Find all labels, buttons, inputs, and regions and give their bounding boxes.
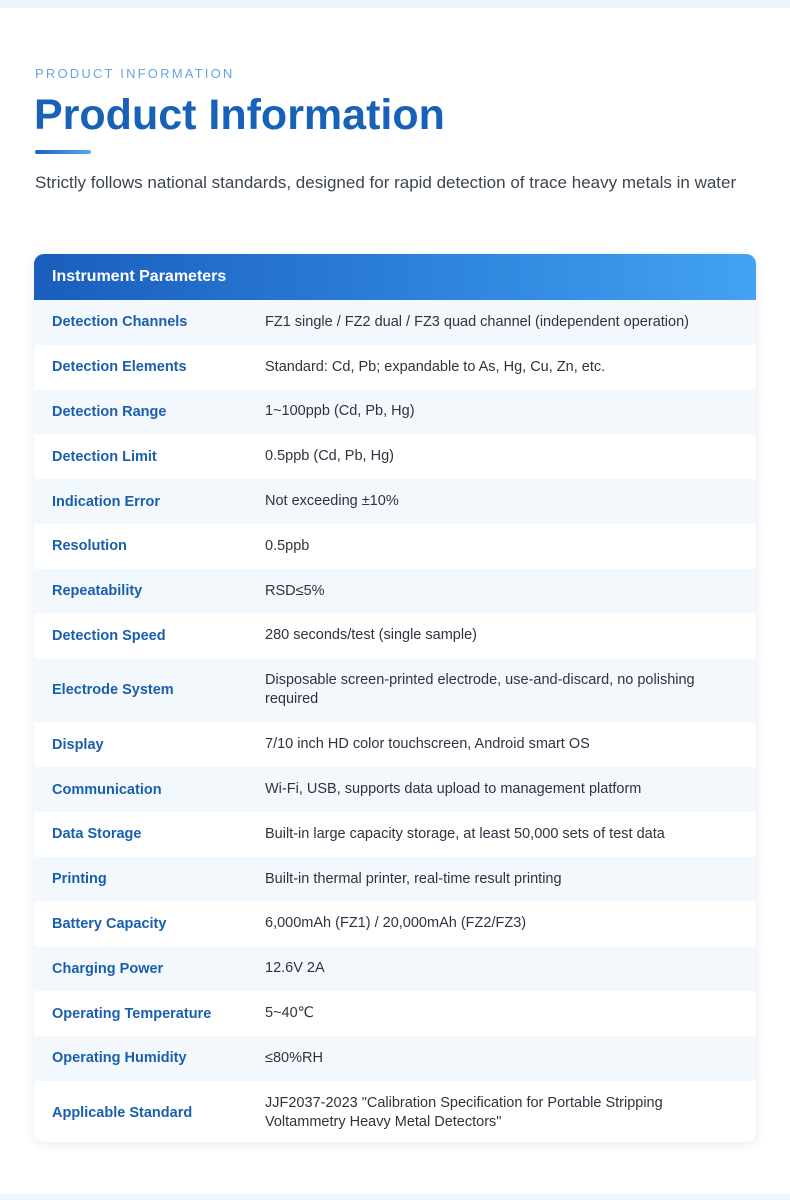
param-value: Built-in thermal printer, real-time result printing [265, 870, 562, 887]
table-row [34, 479, 756, 524]
param-label: Operating Temperature [52, 1005, 212, 1022]
param-label: Detection Channels [52, 314, 188, 331]
param-label: Battery Capacity [52, 915, 167, 932]
param-value: Disposable screen-printed electrode, use-and-discard, no polishing required [265, 672, 695, 708]
page-subtitle: Strictly follows national standards, designed for rapid detection of trace heavy metals in water [35, 173, 737, 192]
param-value: 6,000mAh (FZ1) / 20,000mAh (FZ2/FZ3) [265, 915, 527, 932]
table-row [34, 658, 756, 722]
table-row [34, 767, 756, 812]
param-label: Applicable Standard [52, 1104, 193, 1121]
param-label: Display [52, 736, 104, 753]
param-value: Built-in large capacity storage, at least 50,000 sets of test data [265, 825, 665, 842]
table-row [34, 902, 756, 947]
top-decorative-strip [0, 0, 790, 8]
page-title: Product Information [34, 91, 445, 139]
param-value: 0.5ppb (Cd, Pb, Hg) [265, 448, 394, 465]
param-value: Not exceeding ±10% [265, 493, 399, 510]
table-row [34, 1081, 756, 1142]
parameters-card-header: Instrument Parameters [34, 254, 756, 300]
param-value: Wi-Fi, USB, supports data upload to management platform [265, 781, 642, 798]
table-row [34, 345, 756, 390]
param-label: Resolution [52, 538, 127, 555]
table-row [34, 722, 756, 767]
table-row [34, 812, 756, 857]
param-value: 1~100ppb (Cd, Pb, Hg) [265, 403, 415, 420]
param-value: 12.6V 2A [265, 960, 325, 977]
param-value: RSD≤5% [265, 582, 325, 599]
param-label: Communication [52, 781, 162, 798]
param-label: Data Storage [52, 826, 142, 843]
table-row [34, 569, 756, 614]
param-label: Detection Range [52, 403, 167, 420]
bottom-decorative-strip [0, 1194, 790, 1200]
parameters-card [34, 254, 756, 1142]
param-value: 7/10 inch HD color touchscreen, Android smart OS [265, 736, 590, 753]
table-row [34, 946, 756, 991]
param-value: JJF2037-2023 "Calibration Specification for Portable Stripping Voltammetry Heavy Metal Detectors" [265, 1094, 663, 1130]
param-label: Repeatability [52, 583, 143, 600]
table-row [34, 390, 756, 435]
param-value: Standard: Cd, Pb; expandable to As, Hg, Cu, Zn, etc. [265, 358, 606, 375]
parameters-table [34, 300, 756, 1142]
title-underline-accent [35, 150, 91, 154]
table-row [34, 1036, 756, 1081]
param-value: ≤80%RH [265, 1049, 323, 1066]
section-eyebrow: PRODUCT INFORMATION [35, 66, 235, 81]
param-label: Detection Elements [52, 359, 187, 376]
table-row [34, 524, 756, 569]
table-row [34, 300, 756, 345]
param-value: 0.5ppb [265, 537, 310, 554]
param-label: Operating Humidity [52, 1050, 187, 1067]
table-row [34, 857, 756, 902]
param-value: FZ1 single / FZ2 dual / FZ3 quad channel (independent operation) [265, 313, 689, 330]
table-row [34, 614, 756, 659]
param-label: Electrode System [52, 682, 174, 699]
param-value: 280 seconds/test (single sample) [265, 627, 477, 644]
param-value: 5~40℃ [265, 1005, 314, 1022]
param-label: Printing [52, 871, 107, 888]
param-label: Detection Speed [52, 627, 166, 644]
table-row [34, 991, 756, 1036]
table-row [34, 434, 756, 479]
param-label: Indication Error [52, 493, 160, 510]
param-label: Detection Limit [52, 448, 157, 465]
param-label: Charging Power [52, 960, 164, 977]
